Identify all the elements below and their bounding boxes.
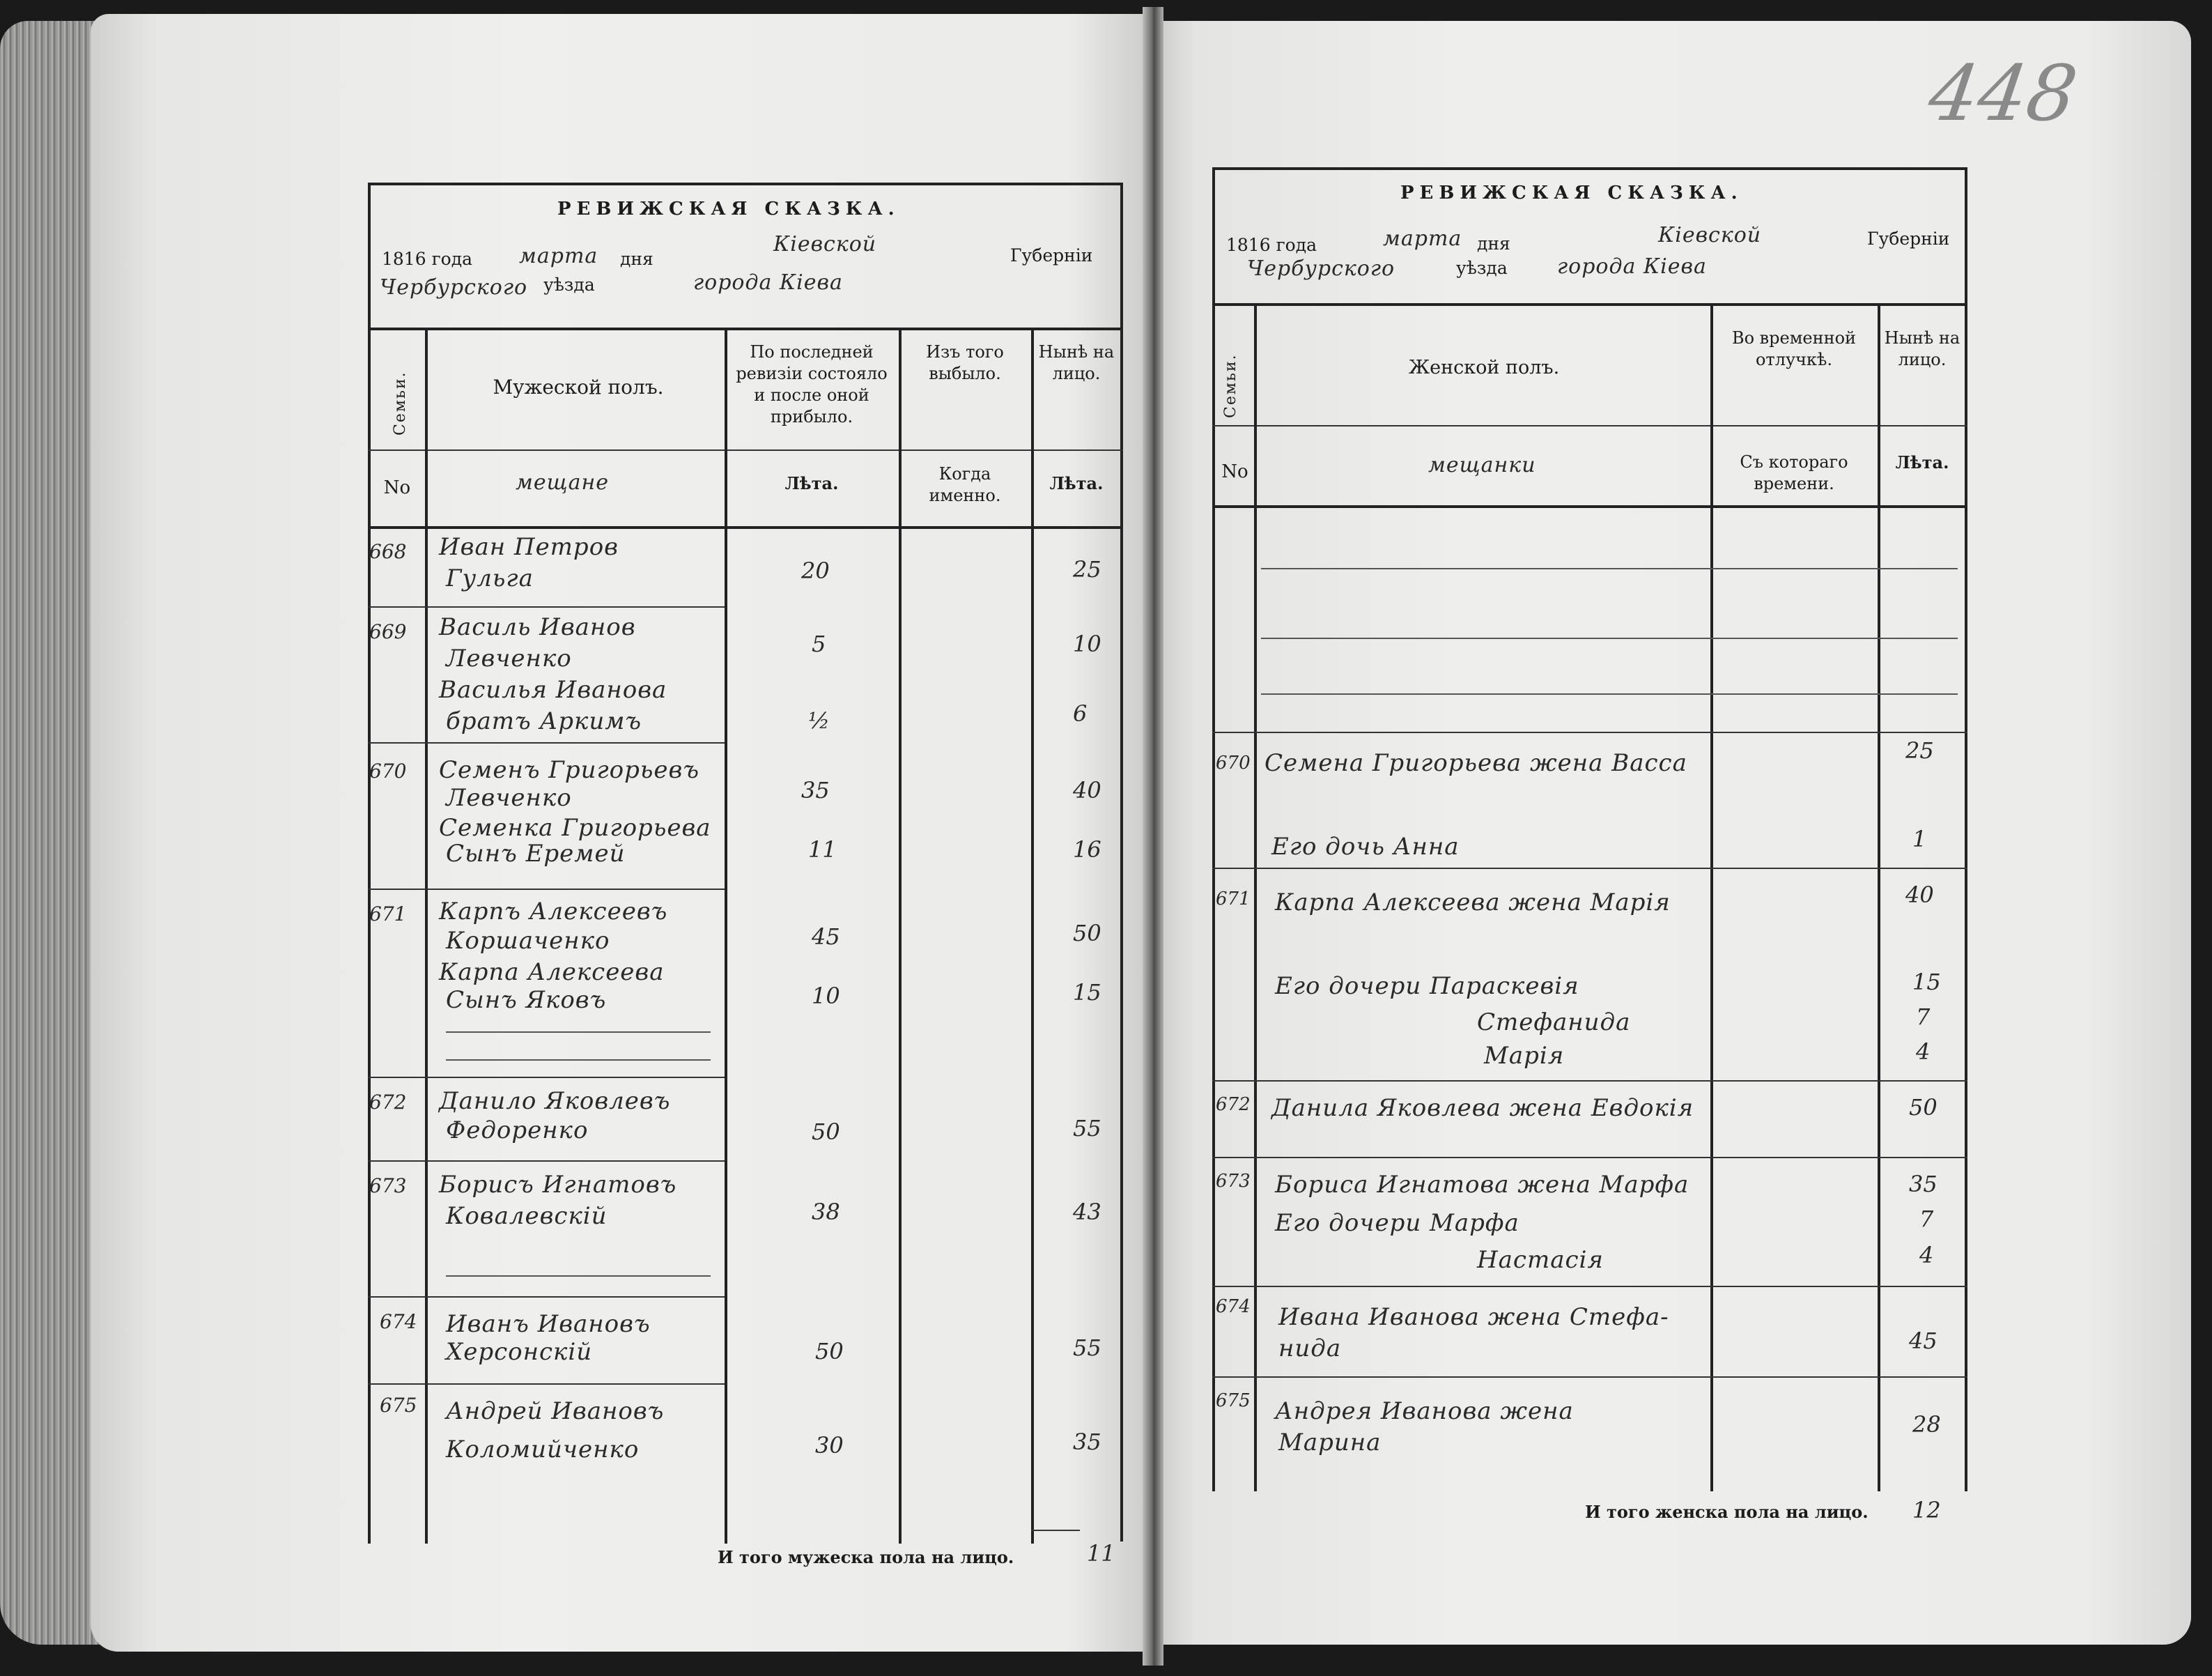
left-header-no: No (383, 477, 411, 498)
row-name-line2: Ковалевскій (446, 1202, 608, 1230)
left-family-sep (368, 1077, 725, 1078)
row-number: 670 (369, 760, 407, 783)
row-number: 671 (369, 902, 407, 925)
right-estate-hw: мещанки (1428, 453, 1536, 477)
right-town-hw: города Кіева (1557, 254, 1707, 279)
row-name: Бориса Игнатова жена Марфа (1275, 1171, 1689, 1199)
row-last-age: 50 (812, 1118, 840, 1145)
row-now-age: 16 (1073, 836, 1101, 863)
right-year: 1816 года (1226, 235, 1317, 255)
left-month-hw: марта (519, 244, 598, 268)
right-family-sep (1212, 1157, 1967, 1158)
left-family-sep (368, 606, 725, 608)
right-month-hw: марта (1383, 226, 1462, 251)
row-name: Стефанида (1477, 1008, 1631, 1036)
row-now-age: 50 (1909, 1094, 1938, 1121)
row-name-line1: Василья Иванова (439, 676, 667, 704)
row-name-line2: Левченко (446, 645, 572, 672)
right-frame-top (1212, 167, 1967, 170)
row-now-age: 15 (1912, 969, 1941, 995)
row-last-age: 35 (801, 777, 830, 804)
right-family-sep (1212, 868, 1967, 869)
left-town-hw: города Кіева (693, 270, 843, 295)
row-number: 674 (1216, 1296, 1251, 1317)
right-col-name (1710, 303, 1713, 1491)
row-now-age: 4 (1919, 1242, 1934, 1268)
left-frame-top (368, 183, 1123, 185)
row-number: 669 (369, 620, 407, 643)
right-title: РЕВИЖСКАЯ СКАЗКА. (1400, 183, 1743, 203)
row-number: 675 (1216, 1390, 1251, 1411)
row-name: Его дочери Марфа (1275, 1209, 1519, 1237)
filler-dash (446, 1031, 711, 1033)
row-name-line1: Данило Яковлевъ (439, 1087, 671, 1115)
left-family-sep (368, 1296, 725, 1298)
row-last-age: 38 (812, 1199, 840, 1225)
row-now-age: 25 (1073, 556, 1101, 583)
left-family-sep (368, 1160, 725, 1162)
left-header-male: Мужеской полъ. (493, 376, 664, 399)
left-header-years: Лѣта. (784, 473, 839, 493)
row-now-age: 15 (1073, 979, 1101, 1006)
right-family-sep (1212, 1080, 1967, 1082)
right-family-sep (1212, 732, 1967, 733)
row-name: Семена Григорьева жена Васса (1264, 749, 1687, 777)
row-name: Настасія (1477, 1246, 1604, 1274)
row-now-age: 35 (1909, 1171, 1938, 1197)
total-rule (1031, 1530, 1080, 1531)
row-name-line1: Семенъ Григорьевъ (439, 756, 699, 784)
row-name-line2: Сынъ Еремей (446, 840, 626, 868)
row-now-age: 6 (1073, 700, 1088, 727)
left-col-name (725, 328, 727, 1544)
right-footer-total: 12 (1912, 1497, 1941, 1523)
left-header-last-revision: По последней ревизіи состояло и после оной прибыло. (736, 342, 888, 426)
row-name-line2: Коломийченко (446, 1436, 640, 1463)
row-name-line1: Борисъ Игнатовъ (439, 1171, 677, 1199)
row-now-age: 7 (1916, 1004, 1931, 1030)
row-name-line1: Семенка Григорьева (439, 814, 711, 842)
row-now-age: 35 (1073, 1429, 1101, 1455)
right-footer: И того женска пола на лицо. (1585, 1502, 1869, 1522)
row-last-age: 45 (812, 923, 840, 950)
row-last-age: ½ (808, 707, 830, 734)
page-edges (0, 21, 105, 1645)
row-name: Его дочь Анна (1271, 833, 1460, 861)
row-now-age: 7 (1919, 1206, 1934, 1232)
row-now-age: 4 (1916, 1038, 1931, 1065)
left-day-word: дня (620, 249, 653, 269)
right-header-female: Женской полъ. (1408, 357, 1560, 378)
row-number: 671 (1216, 889, 1251, 909)
left-footer-total: 11 (1087, 1540, 1115, 1567)
row-now-age: 40 (1905, 882, 1934, 908)
row-last-age: 30 (815, 1432, 844, 1459)
row-last-age: 20 (801, 558, 830, 584)
filler-dash (446, 1275, 711, 1277)
row-name-line1: Иванъ Ивановъ (446, 1310, 651, 1338)
row-number: 675 (380, 1394, 417, 1417)
right-province-hw: Кіевской (1658, 223, 1762, 247)
row-now-age: 43 (1073, 1199, 1101, 1225)
right-header-family: Семьи. (1222, 353, 1239, 418)
row-now-age: 50 (1073, 920, 1101, 946)
right-table-head-rule (1212, 505, 1967, 508)
left-col-last (899, 328, 902, 1544)
right-header-now: Нынѣ на лицо. (1884, 328, 1960, 369)
row-last-age: 11 (808, 836, 837, 863)
left-province-hw: Кіевской (773, 232, 877, 256)
row-now-age: 28 (1912, 1411, 1941, 1438)
row-name: Его дочери Параскевія (1275, 972, 1579, 1000)
filler-dash (1261, 568, 1958, 569)
filler-dash (1261, 693, 1958, 695)
row-last-age: 5 (812, 631, 826, 657)
left-header-family: Семьи. (392, 371, 409, 436)
right-day-word: дня (1477, 233, 1510, 254)
right-subheader-rule (1212, 425, 1967, 426)
left-family-sep (368, 1383, 725, 1385)
row-number: 674 (380, 1310, 417, 1333)
right-header-years: Лѣта. (1895, 452, 1949, 472)
row-name-line2: Левченко (446, 784, 572, 812)
row-number: 670 (1216, 753, 1251, 774)
left-footer: И того мужеска пола на лицо. (718, 1547, 1014, 1567)
row-name-line2: братъ Аркимъ (446, 707, 642, 735)
row-name-line1: Андрей Ивановъ (446, 1397, 665, 1425)
row-number: 672 (369, 1091, 407, 1114)
filler-dash (446, 1059, 711, 1061)
row-last-age: 50 (815, 1338, 844, 1364)
left-col-family (425, 328, 428, 1544)
right-family-sep (1212, 1376, 1967, 1378)
row-number: 668 (369, 540, 407, 563)
row-name-line2: Федоренко (446, 1116, 589, 1144)
right-col-absent (1878, 303, 1880, 1491)
right-frame-outer-left (1212, 167, 1215, 1491)
right-header-rule (1212, 303, 1967, 306)
left-header-years2: Лѣта. (1049, 473, 1104, 493)
right-header-absent: Во временной отлучкѣ. (1731, 328, 1857, 369)
left-family-sep (368, 742, 725, 744)
row-name-cont: нида (1278, 1335, 1342, 1362)
left-district-word: уѣзда (543, 275, 595, 295)
right-district-hw: Чербурского (1247, 256, 1395, 281)
left-header-now: Нынѣ на лицо. (1038, 342, 1115, 383)
row-now-age: 55 (1073, 1115, 1101, 1141)
row-now-age: 40 (1073, 777, 1101, 804)
left-year: 1816 года (382, 249, 473, 269)
left-title: РЕВИЖСКАЯ СКАЗКА. (557, 199, 900, 220)
left-province-word: Губерніи (1010, 245, 1093, 266)
filler-dash (1261, 638, 1958, 639)
row-number: 673 (1216, 1171, 1251, 1192)
row-name: Данила Яковлева жена Евдокія (1271, 1094, 1694, 1122)
row-name-line1: Иван Петров (439, 533, 619, 561)
right-header-no: No (1221, 461, 1248, 482)
book-gutter (1143, 7, 1163, 1666)
row-name: Марія (1484, 1042, 1565, 1070)
right-frame-outer-right (1965, 167, 1967, 1491)
row-name: Ивана Иванова жена Стефа- (1278, 1303, 1669, 1331)
row-now-age: 25 (1905, 737, 1934, 764)
row-now-age: 1 (1912, 826, 1927, 852)
archive-page-number: 448 (1924, 49, 2082, 138)
left-col-departed (1031, 328, 1034, 1544)
row-now-age: 55 (1073, 1335, 1101, 1361)
left-header-departed: Изъ того выбыло. (926, 342, 1004, 383)
left-district-hw: Чербурского (380, 275, 528, 300)
left-header-when: Когда именно. (929, 464, 1001, 505)
right-header-since: Съ котораго времени. (1740, 452, 1848, 493)
left-subheader-rule (368, 449, 1123, 451)
row-name-line2: Гульга (446, 564, 534, 592)
left-table-head-rule (368, 526, 1123, 529)
left-frame-outer-left (368, 185, 371, 1544)
right-province-word: Губерніи (1867, 229, 1950, 249)
row-name-line2: Коршаченко (446, 927, 610, 955)
row-now-age: 45 (1909, 1328, 1938, 1354)
row-now-age: 10 (1073, 631, 1101, 657)
left-header-rule (368, 328, 1123, 330)
right-family-sep (1212, 1286, 1967, 1287)
left-estate-hw: мещане (516, 470, 610, 495)
row-number: 673 (369, 1174, 407, 1197)
row-name-line1: Карпъ Алексеевъ (439, 898, 668, 925)
left-frame-outer-right (1120, 183, 1123, 1542)
row-name: Карпа Алексеева жена Марія (1275, 889, 1671, 916)
right-district-word: уѣзда (1456, 258, 1508, 278)
row-name-line1: Карпа Алексеева (439, 958, 665, 986)
row-name-cont: Марина (1278, 1429, 1382, 1456)
row-name-line2: Сынъ Яковъ (446, 986, 607, 1014)
left-family-sep (368, 889, 725, 890)
row-name: Андрея Иванова жена (1275, 1397, 1574, 1425)
row-name-line1: Василь Иванов (439, 613, 636, 641)
row-name-line2: Херсонскій (446, 1338, 593, 1366)
row-last-age: 10 (812, 983, 840, 1009)
row-number: 672 (1216, 1094, 1251, 1115)
right-col-family (1254, 303, 1257, 1491)
